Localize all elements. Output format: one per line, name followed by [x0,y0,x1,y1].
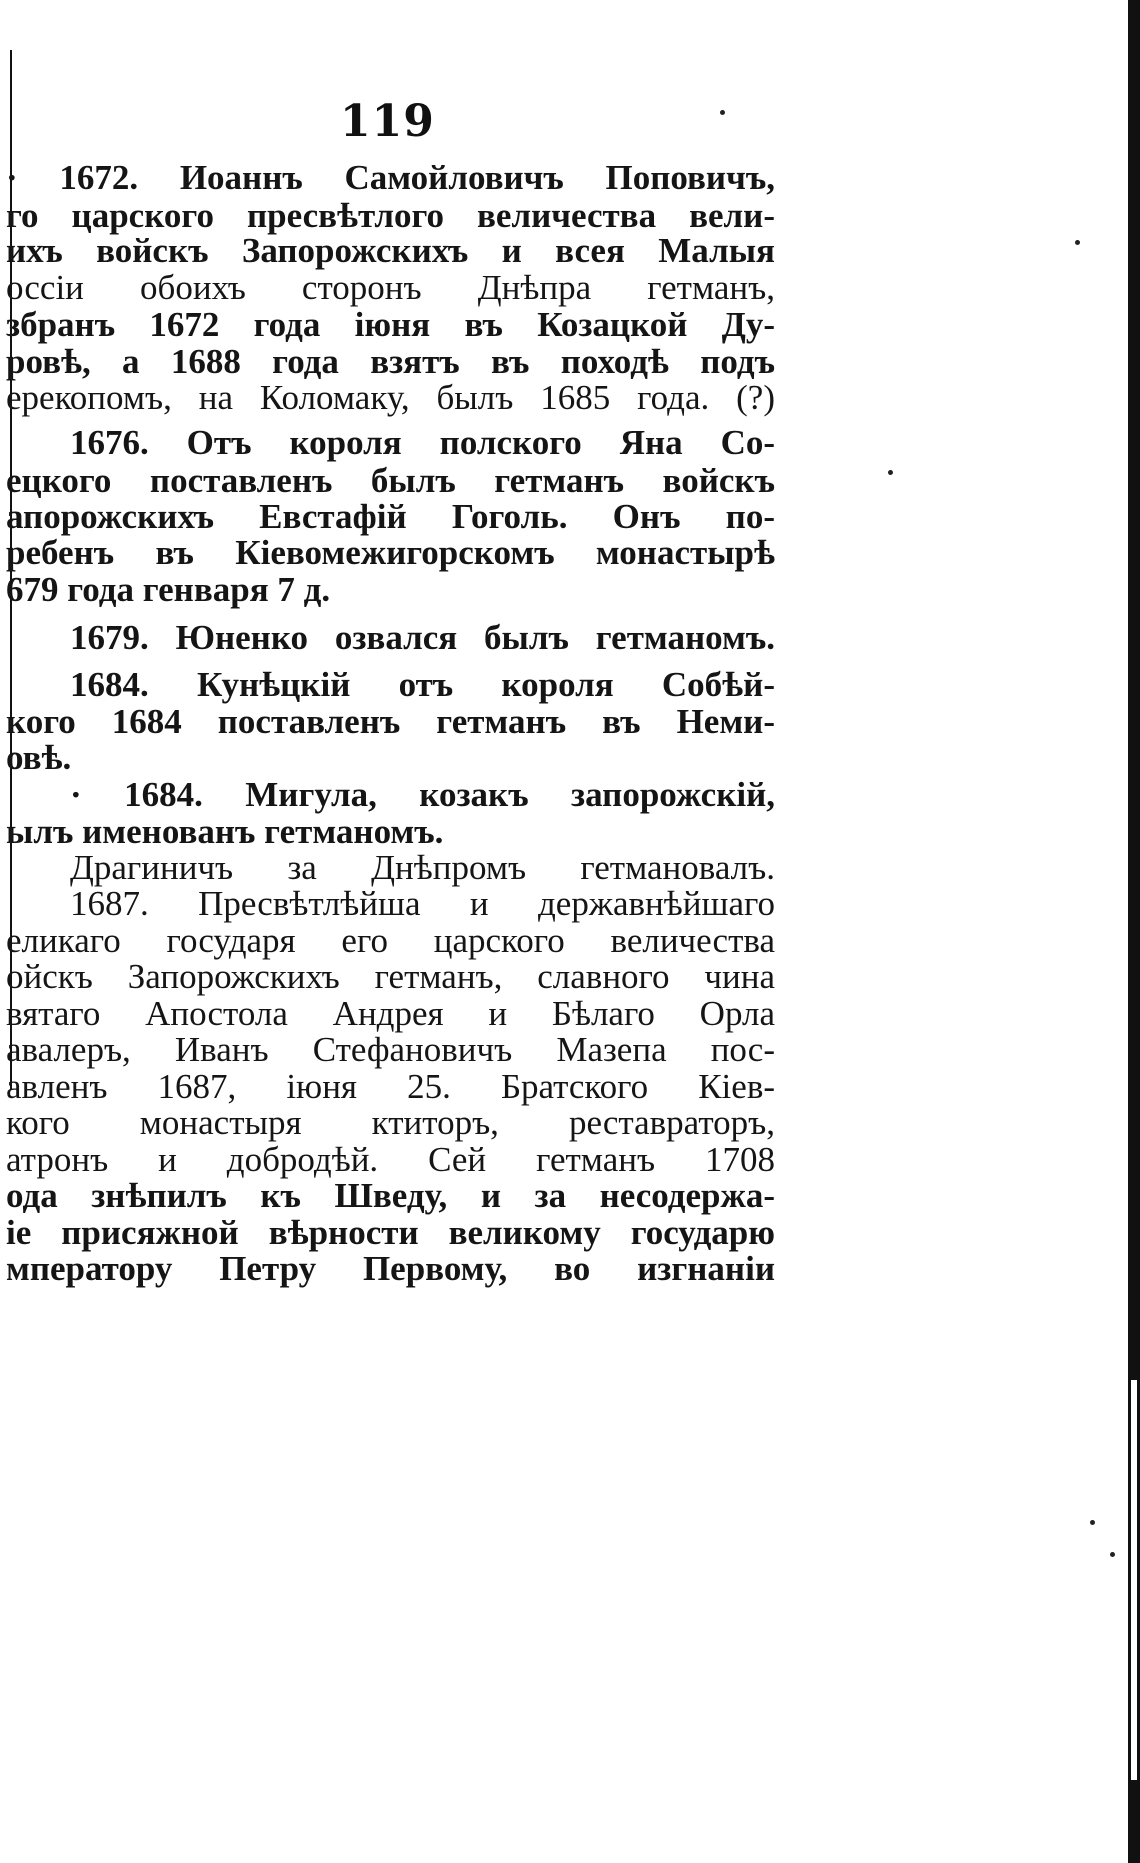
text-line: · 1684. Мигула, козакъ запорожскій, [70,775,775,814]
text-line: авленъ 1687, іюня 25. Братского Кіев- [6,1067,775,1106]
text-line: кого монастыря ктиторъ, реставраторъ, [6,1103,775,1142]
text-line: вятаго Апостола Андрея и Бѣлаго Орла [6,994,775,1033]
text-line: атронъ и добродѣй. Сей гетманъ 1708 [6,1140,775,1179]
text-line: ойскъ Запорожскихъ гетманъ, славного чина [6,957,775,996]
text-line: го царского пресвѣтлого величества вели- [6,196,775,235]
scan-border-gap [1131,1380,1137,1780]
scan-speck [720,110,725,115]
text-line: ребенъ въ Кіевомежигорскомъ монастырѣ [6,533,775,572]
text-line: ерекопомъ, на Коломаку, былъ 1685 года. (?) [6,378,775,417]
text-line: іе присяжной вѣрности великому государю [6,1213,775,1252]
text-line: ода знѣпилъ къ Шведу, и за несодержа- [6,1176,775,1215]
page-number: 119 [340,96,435,147]
text-line: апорожскихъ Евстафій Гоголь. Онъ по- [6,497,775,536]
text-line: 1676. Отъ короля полского Яна Со- [70,423,775,462]
text-line: кого 1684 поставленъ гетманъ въ Неми- [6,702,775,741]
text-line: авалеръ, Иванъ Стефановичъ Мазепа пос- [6,1030,775,1069]
text-line: Драгиничъ за Днѣпромъ гетмановалъ. [70,848,775,887]
text-line: 679 года генваря 7 д. [6,570,331,609]
text-line: мператору Петру Первому, во изгнаніи [6,1249,775,1288]
text-line: 1687. Пресвѣтлѣйша и державнѣйшаго [70,884,775,923]
scan-speck [1110,1552,1115,1557]
scan-speck [1090,1520,1095,1525]
text-line: · 1672. Иоаннъ Самойловичъ Поповичъ, [6,158,775,197]
scan-speck [888,470,893,475]
text-line: оссіи обоихъ сторонъ Днѣпра гетманъ, [6,268,775,307]
text-line: ецкого поставленъ былъ гетманъ войскъ [6,461,775,500]
text-line: ихъ войскъ Запорожскихъ и всея Малыя [6,231,775,270]
text-line: 1679. Юненко озвался былъ гетманомъ. [70,618,775,657]
text-line: овѣ. [6,738,72,777]
text-line: збранъ 1672 года іюня въ Козацкой Ду- [6,305,775,344]
text-line: ылъ именованъ гетманомъ. [6,812,444,851]
text-line: 1684. Кунѣцкій отъ короля Собѣй- [70,665,775,704]
text-line: еликаго государя его царского величества [6,921,775,960]
scan-speck [1075,240,1080,245]
text-line: ровѣ, а 1688 года взятъ въ походѣ подъ [6,342,775,381]
